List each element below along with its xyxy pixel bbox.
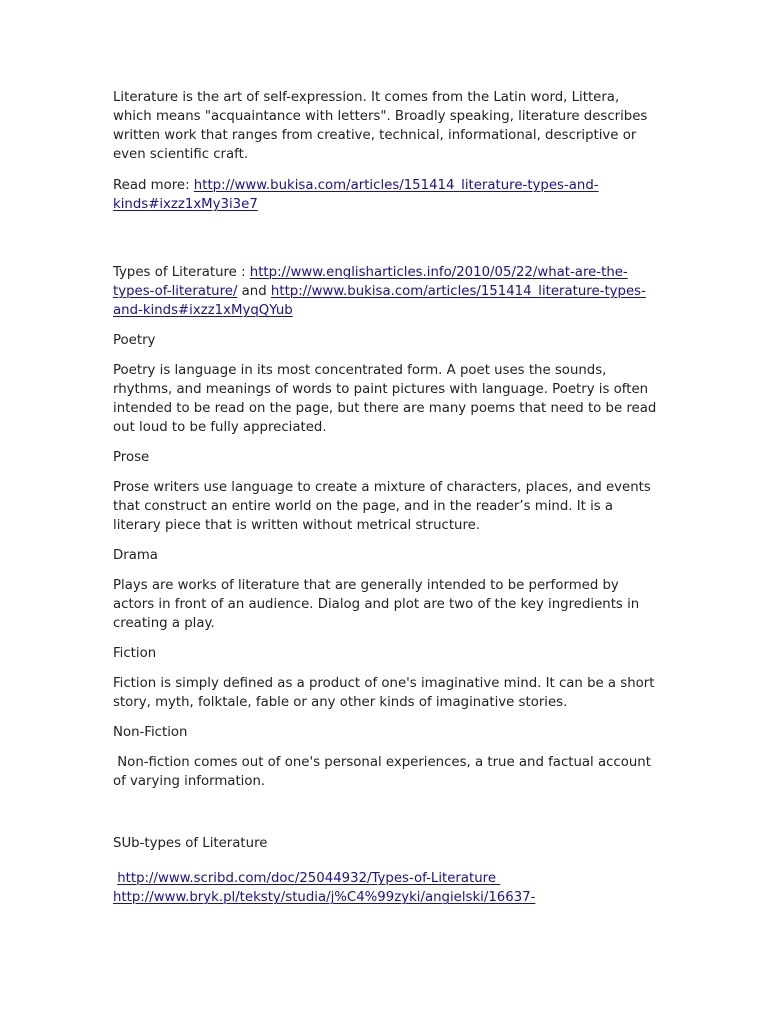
read-more-link[interactable]: http://www.bukisa.com/articles/151414_literature-types-and-kinds#ixzz1xMy3i3e7 [113,178,599,212]
section-heading-drama: Drama [113,548,158,563]
read-more-label: Read more: [113,178,194,193]
spacer [113,663,658,674]
section-body-fiction: Fiction is simply defined as a product of one's imaginative mind. It can be a short story, myth, folktale, fable or any other kinds of imaginative stories. [113,676,655,710]
types-link-bukisa[interactable]: http://www.bukisa.com/articles/151414_literature-types-and-kinds#ixzz1xMyqQYub [113,284,646,318]
types-paragraph [113,263,658,320]
section-heading-poetry: Poetry [113,333,156,348]
section-heading-prose: Prose [113,450,150,465]
spacer [113,712,658,723]
spacer [113,320,658,331]
spacer [113,742,658,753]
section-body-prose: Prose writers use language to create a mixture of characters, places, and events that construct an entire world on the page, and in the reader’s mind. It is a literary piece that is written without metrical structure. [113,480,651,533]
spacer [113,437,658,448]
spacer [113,164,658,176]
spacer [113,214,658,263]
section-body-drama: Plays are works of literature that are generally intended to be performed by actors in front of an audience. Dialog and plot are two of the key ingredients in creating a play. [113,578,640,631]
intro-paragraph: Literature is the art of self-expression. It comes from the Latin word, Littera, which means "acquaintance with letters". Broadly speaking, literature describes written work that ranges from creative, technical, informational, descriptive or even scientific craft. [113,90,648,162]
section-heading-non-fiction: Non-Fiction [113,725,188,740]
read-more-paragraph [113,176,658,214]
spacer [113,791,658,834]
section-body-poetry: Poetry is language in its most concentrated form. A poet uses the sounds, rhythms, and meanings of words to paint pictures with language. Poetry is often intended to be read on the page, but there are many poems that need to be read out loud to be fully appreciated. [113,363,657,435]
spacer [113,467,658,478]
spacer [113,350,658,361]
section-heading-fiction: Fiction [113,646,157,661]
spacer [113,565,658,576]
types-link-englisharticles[interactable]: http://www.englisharticles.info/2010/05/22/what-are-the-types-of-literature/ [113,265,628,299]
subtypes-links [113,869,658,907]
spacer [113,535,658,546]
spacer [113,633,658,644]
section-body-non-fiction: Non-fiction comes out of one's personal experiences, a true and factual account of varying information. [113,755,656,789]
types-and-text: and [237,284,271,299]
subtypes-link-bryk[interactable]: http://www.bryk.pl/teksty/studia/j%C4%99zyki/angielski/16637- [113,890,536,905]
spacer [113,853,658,869]
subtypes-heading: SUb-types of Literature [113,836,268,851]
types-label: Types of Literature : [113,265,250,280]
document-page [113,88,658,907]
subtypes-link-scribd[interactable]: http://www.scribd.com/doc/25044932/Types-of-Literature [117,871,501,886]
